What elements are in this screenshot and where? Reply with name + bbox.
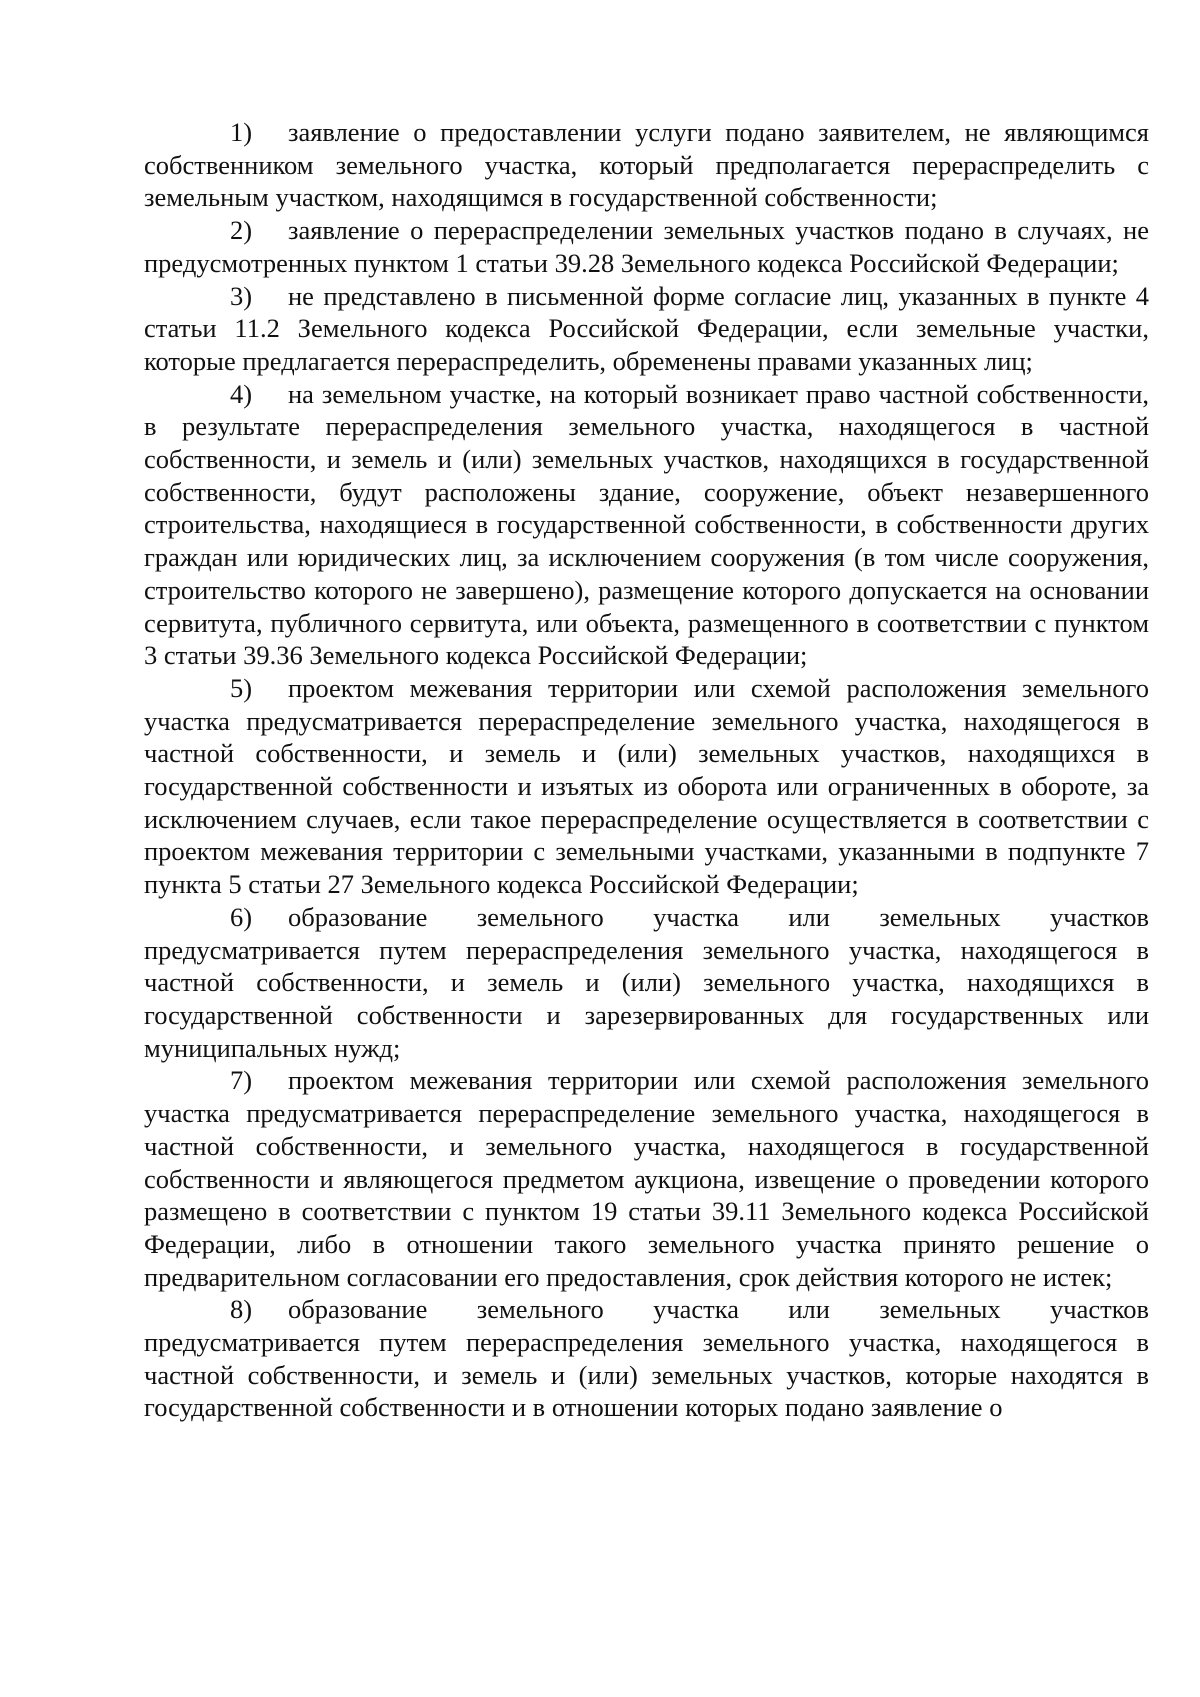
list-item (144, 901, 1149, 1065)
item-number: 5) (230, 672, 253, 703)
list-item (144, 116, 1149, 214)
item-text: на земельном участке, на который возникает право частной собственности, в результате перераспределения земельного участка, находящегося в частной собственности, и земель и (или) земельных участков, находящихся в государственной собственности, будут расположены здание, сооружение, объект незавершенного строительства, находящиеся в государственной собственности, в собственности других граждан или юридических лиц, за исключением сооружения (в том числе сооружения, строительство которого не завершено), размещение которого допускается на основании сервитута, публичного сервитута, или объекта, размещенного в соответствии с пунктом 3 статьи 39.36 Земельного кодекса Российской Федерации; (144, 378, 1149, 671)
list-item (144, 378, 1149, 672)
list-item (144, 214, 1149, 279)
item-number: 3) (230, 280, 253, 311)
list-item (144, 672, 1149, 901)
item-number: 4) (230, 378, 253, 409)
item-text: проектом межевания территории или схемой расположения земельного участка предусматривается перераспределение земельного участка, находящегося в частной собственности, и земельного участка, находящегося в государственной собственности и являющегося предметом аукциона, извещение о проведении которого размещено в соответствии с пунктом 19 статьи 39.11 Земельного кодекса Российской Федерации, либо в отношении такого земельного участка принято решение о предварительном согласовании его предоставления, срок действия которого не истек; (144, 1065, 1149, 1292)
item-text: заявление о перераспределении земельных участков подано в случаях, не предусмотренных пунктом 1 статьи 39.28 Земельного кодекса Российской Федерации; (144, 215, 1149, 278)
item-text: не представлено в письменной форме согласие лиц, указанных в пункте 4 статьи 11.2 Земельного кодекса Российской Федерации, если земельные участки, которые предлагается перераспределить, обременены правами указанных лиц; (144, 280, 1149, 376)
item-text: образование земельного участка или земельных участков предусматривается путем перераспределения земельного участка, находящегося в частной собственности, и земель и (или) земельных участков, которые находятся в государственной собственности и в отношении которых подано заявление о (144, 1294, 1149, 1423)
list-item (144, 280, 1149, 378)
item-text: проектом межевания территории или схемой расположения земельного участка предусматривается перераспределение земельного участка, находящегося в частной собственности, и земель и (или) земельных участков, находящихся в государственной собственности и изъятых из оборота или ограниченных в обороте, за исключением случаев, если такое перераспределение осуществляется в соответствии с проектом межевания территории с земельными участками, указанными в подпункте 7 пункта 5 статьи 27 Земельного кодекса Российской Федерации; (144, 672, 1149, 900)
document-body (144, 116, 1149, 1424)
list-item (144, 1064, 1149, 1293)
item-number: 1) (230, 117, 253, 147)
list-item (144, 1293, 1149, 1424)
item-text: образование земельного участка или земельных участков предусматривается путем перераспределения земельного участка, находящегося в частной собственности, и земель и (или) земельного участка, находящихся в государственной собственности и зарезервированных для государственных или муниципальных нужд; (144, 901, 1149, 1063)
item-number: 7) (230, 1065, 253, 1096)
item-number: 8) (230, 1294, 253, 1325)
item-text: заявление о предоставлении услуги подано заявителем, не являющимся собственником земельного участка, который предполагается перераспределить с земельным участком, находящимся в государственной собственности; (144, 117, 1149, 213)
item-number: 6) (230, 901, 253, 932)
item-number: 2) (230, 215, 253, 246)
